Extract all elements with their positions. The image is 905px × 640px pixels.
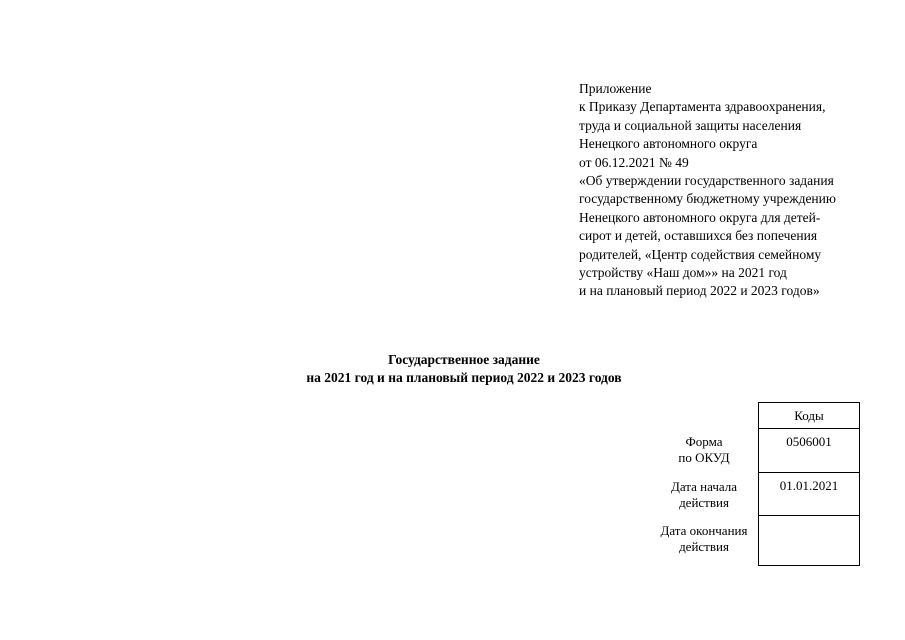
codes-header-row: [759, 403, 860, 429]
end-date-label-line2: действия: [679, 539, 729, 554]
appendix-line: Ненецкого автономного округа для детей-: [579, 209, 821, 225]
start-date-cell: 01.01.2021: [759, 473, 860, 516]
table-row: [759, 429, 860, 473]
start-date-label-line1: Дата начала: [670, 479, 738, 494]
appendix-line: и на плановый период 2022 и 2023 годов»: [579, 283, 820, 299]
codes-table: [758, 402, 860, 566]
appendix-line: к Приказу Департамента здравоохранения,: [579, 99, 826, 115]
start-date-label-line2: действия: [679, 495, 729, 510]
start-date-label: [650, 479, 758, 511]
okud-form-label: [650, 434, 758, 466]
document-title-line2: на 2021 год и на плановый период 2022 и 2023 годов: [306, 370, 622, 385]
appendix-line: «Об утверждении государственного задания: [579, 173, 834, 189]
table-row: [759, 516, 860, 566]
table-row: [759, 473, 860, 516]
okud-code-cell: 0506001: [759, 429, 860, 473]
appendix-line: устройству «Наш дом»» на 2021 год: [579, 265, 787, 281]
okud-form-label-line2: по ОКУД: [678, 450, 730, 465]
appendix-line: от 06.12.2021 № 49: [579, 154, 689, 170]
appendix-line: родителей, «Центр содействия семейному: [579, 246, 822, 262]
appendix-line: Приложение: [579, 81, 652, 96]
appendix-line: сирот и детей, оставшихся без попечения: [579, 228, 818, 244]
codes-header: Коды: [759, 403, 860, 429]
appendix-line: труда и социальной защиты населения: [579, 117, 802, 133]
end-date-label: [650, 523, 758, 555]
appendix-line: государственному бюджетному учреждению: [579, 191, 836, 207]
okud-form-label-line1: Форма: [685, 434, 723, 449]
appendix-line: Ненецкого автономного округа: [579, 136, 758, 152]
end-date-label-line1: Дата окончания: [660, 523, 748, 538]
appendix-header: [579, 80, 889, 301]
document-title-line1: Государственное задание: [388, 352, 540, 367]
document-title: [0, 351, 905, 387]
end-date-cell: [759, 516, 860, 566]
